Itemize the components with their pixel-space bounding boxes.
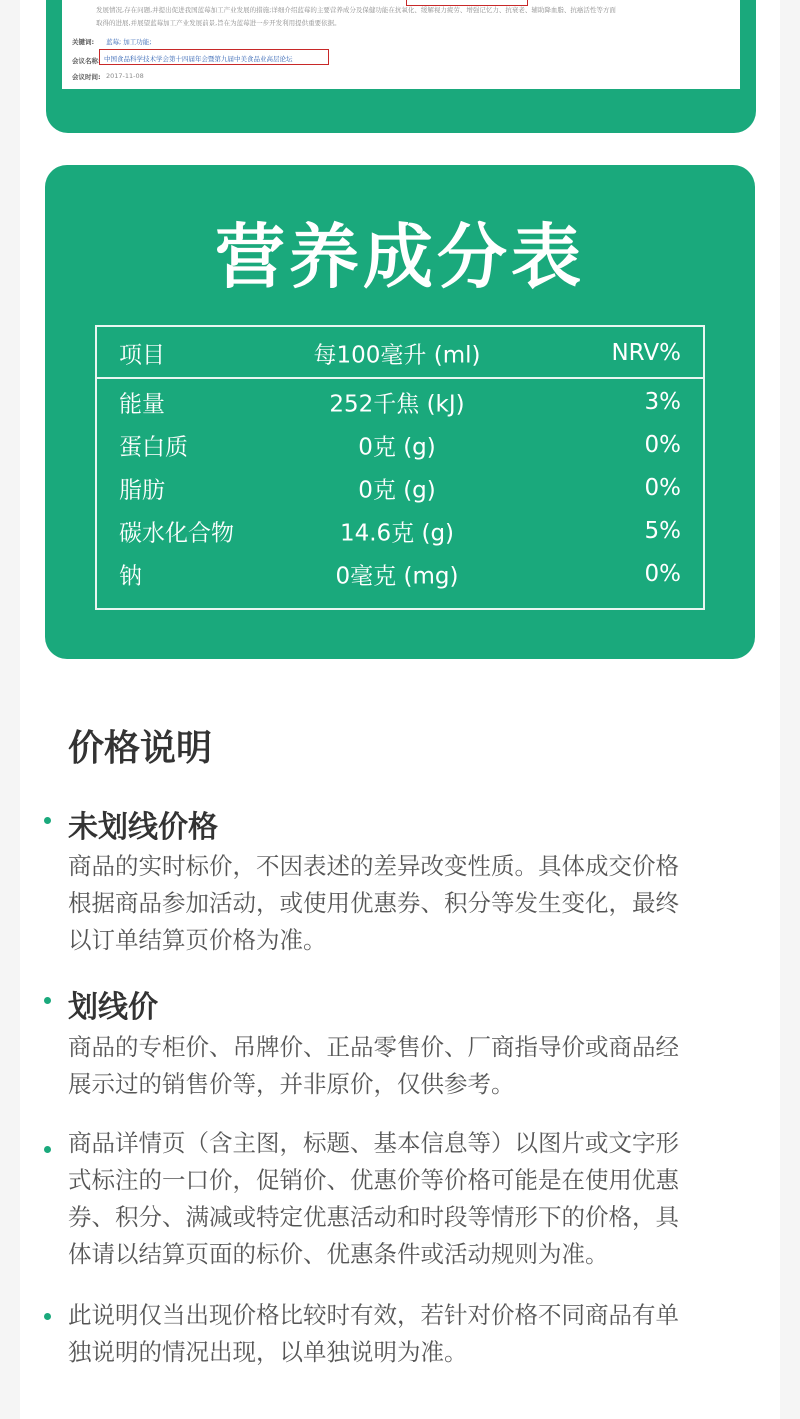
row-per: 0克 (g) [358, 434, 436, 460]
keywords-label: 关键词: [72, 38, 95, 46]
row-item: 碳水化合物 [119, 520, 234, 546]
text-line: 此说明仅当出现价格比较时有效，若针对价格不同商品有单 [68, 1301, 679, 1329]
abstract-card [46, 0, 756, 133]
row-per: 0毫克 (mg) [335, 563, 459, 589]
row-nrv: 0% [644, 431, 681, 458]
bullet-icon [44, 1313, 51, 1320]
nutrition-card [45, 165, 755, 659]
nutrition-title: 营养成分表 [215, 216, 585, 298]
header-item: 项目 [119, 342, 165, 369]
text-line: 展示过的销售价等，并非原价，仅供参考。 [68, 1070, 515, 1098]
table-row [97, 552, 703, 595]
text-line: 式标注的一口价，促销价、优惠价等价格可能是在使用优惠 [68, 1166, 679, 1194]
bullet-icon [44, 997, 51, 1004]
lined-price-text [68, 1029, 748, 1103]
detail-price-text [68, 1125, 748, 1273]
text-line: 券、积分、满减或特定优惠活动和时段等情形下的价格，具 [68, 1203, 679, 1231]
text-line: 以订单结算页价格为准。 [68, 926, 327, 954]
row-nrv: 3% [644, 388, 681, 415]
row-item: 蛋白质 [119, 434, 188, 460]
price-section-title: 价格说明 [68, 728, 213, 769]
bullet-icon [44, 1146, 51, 1153]
abstract-line: 取得的进展,并展望蓝莓加工产业发展前景,旨在为蓝莓进一步开发利用提供重要依据。 [96, 19, 341, 27]
row-nrv: 0% [644, 560, 681, 587]
row-item: 脂肪 [119, 477, 165, 503]
row-per: 14.6克 (g) [339, 520, 455, 546]
row-per: 0克 (g) [358, 477, 436, 503]
header-nrv: NRV% [611, 340, 681, 366]
row-item: 能量 [119, 391, 165, 417]
unlined-price-text [68, 848, 748, 959]
bullet-icon [44, 817, 51, 824]
text-line: 商品的实时标价，不因表述的差异改变性质。具体成交价格 [68, 852, 679, 880]
table-row [97, 466, 703, 509]
nutrition-table [95, 325, 705, 610]
table-row [97, 423, 703, 466]
table-row [97, 509, 703, 552]
table-row [97, 380, 703, 423]
text-line: 商品的专柜价、吊牌价、正品零售价、厂商指导价或商品经 [68, 1033, 679, 1061]
header-per: 每100毫升 (ml) [313, 342, 481, 369]
date-label: 会议时间: [72, 73, 101, 81]
text-line: 根据商品参加活动，或使用优惠券、积分等发生变化，最终 [68, 889, 679, 917]
row-nrv: 5% [644, 517, 681, 544]
conference-label: 会议名称: [72, 57, 101, 65]
page [20, 0, 780, 1419]
text-line: 商品详情页（含主图，标题、基本信息等）以图片或文字形 [68, 1129, 679, 1157]
text-line: 体请以结算页面的标价、优惠条件或活动规则为准。 [68, 1240, 609, 1268]
text-line: 独说明的情况出现，以单独说明为准。 [68, 1338, 468, 1366]
unlined-price-title: 未划线价格 [68, 810, 218, 845]
abstract-line: 发展情况,存在问题,并提出促进我国蓝莓加工产业发展的措施;详细介绍蓝莓的主要营养成分及保健功能在抗氧化、缓解视力疲劳、增强记忆力、抗衰老、辅助降血脂、抗癌活性等方面 [96, 6, 616, 14]
abstract-screenshot [62, 0, 740, 89]
date-value: 2017-11-08 [106, 72, 144, 80]
lined-price-title: 划线价 [68, 990, 158, 1025]
row-item: 钠 [119, 563, 142, 589]
conference-value[interactable]: 中国食品科学技术学会第十四届年会暨第九届中美食品业高层论坛 [104, 55, 293, 63]
table-header [97, 329, 703, 379]
keywords-value[interactable]: 蓝莓; 加工功能; [106, 38, 152, 46]
row-per: 252千焦 (kJ) [329, 391, 465, 417]
note-text [68, 1297, 748, 1371]
row-nrv: 0% [644, 474, 681, 501]
